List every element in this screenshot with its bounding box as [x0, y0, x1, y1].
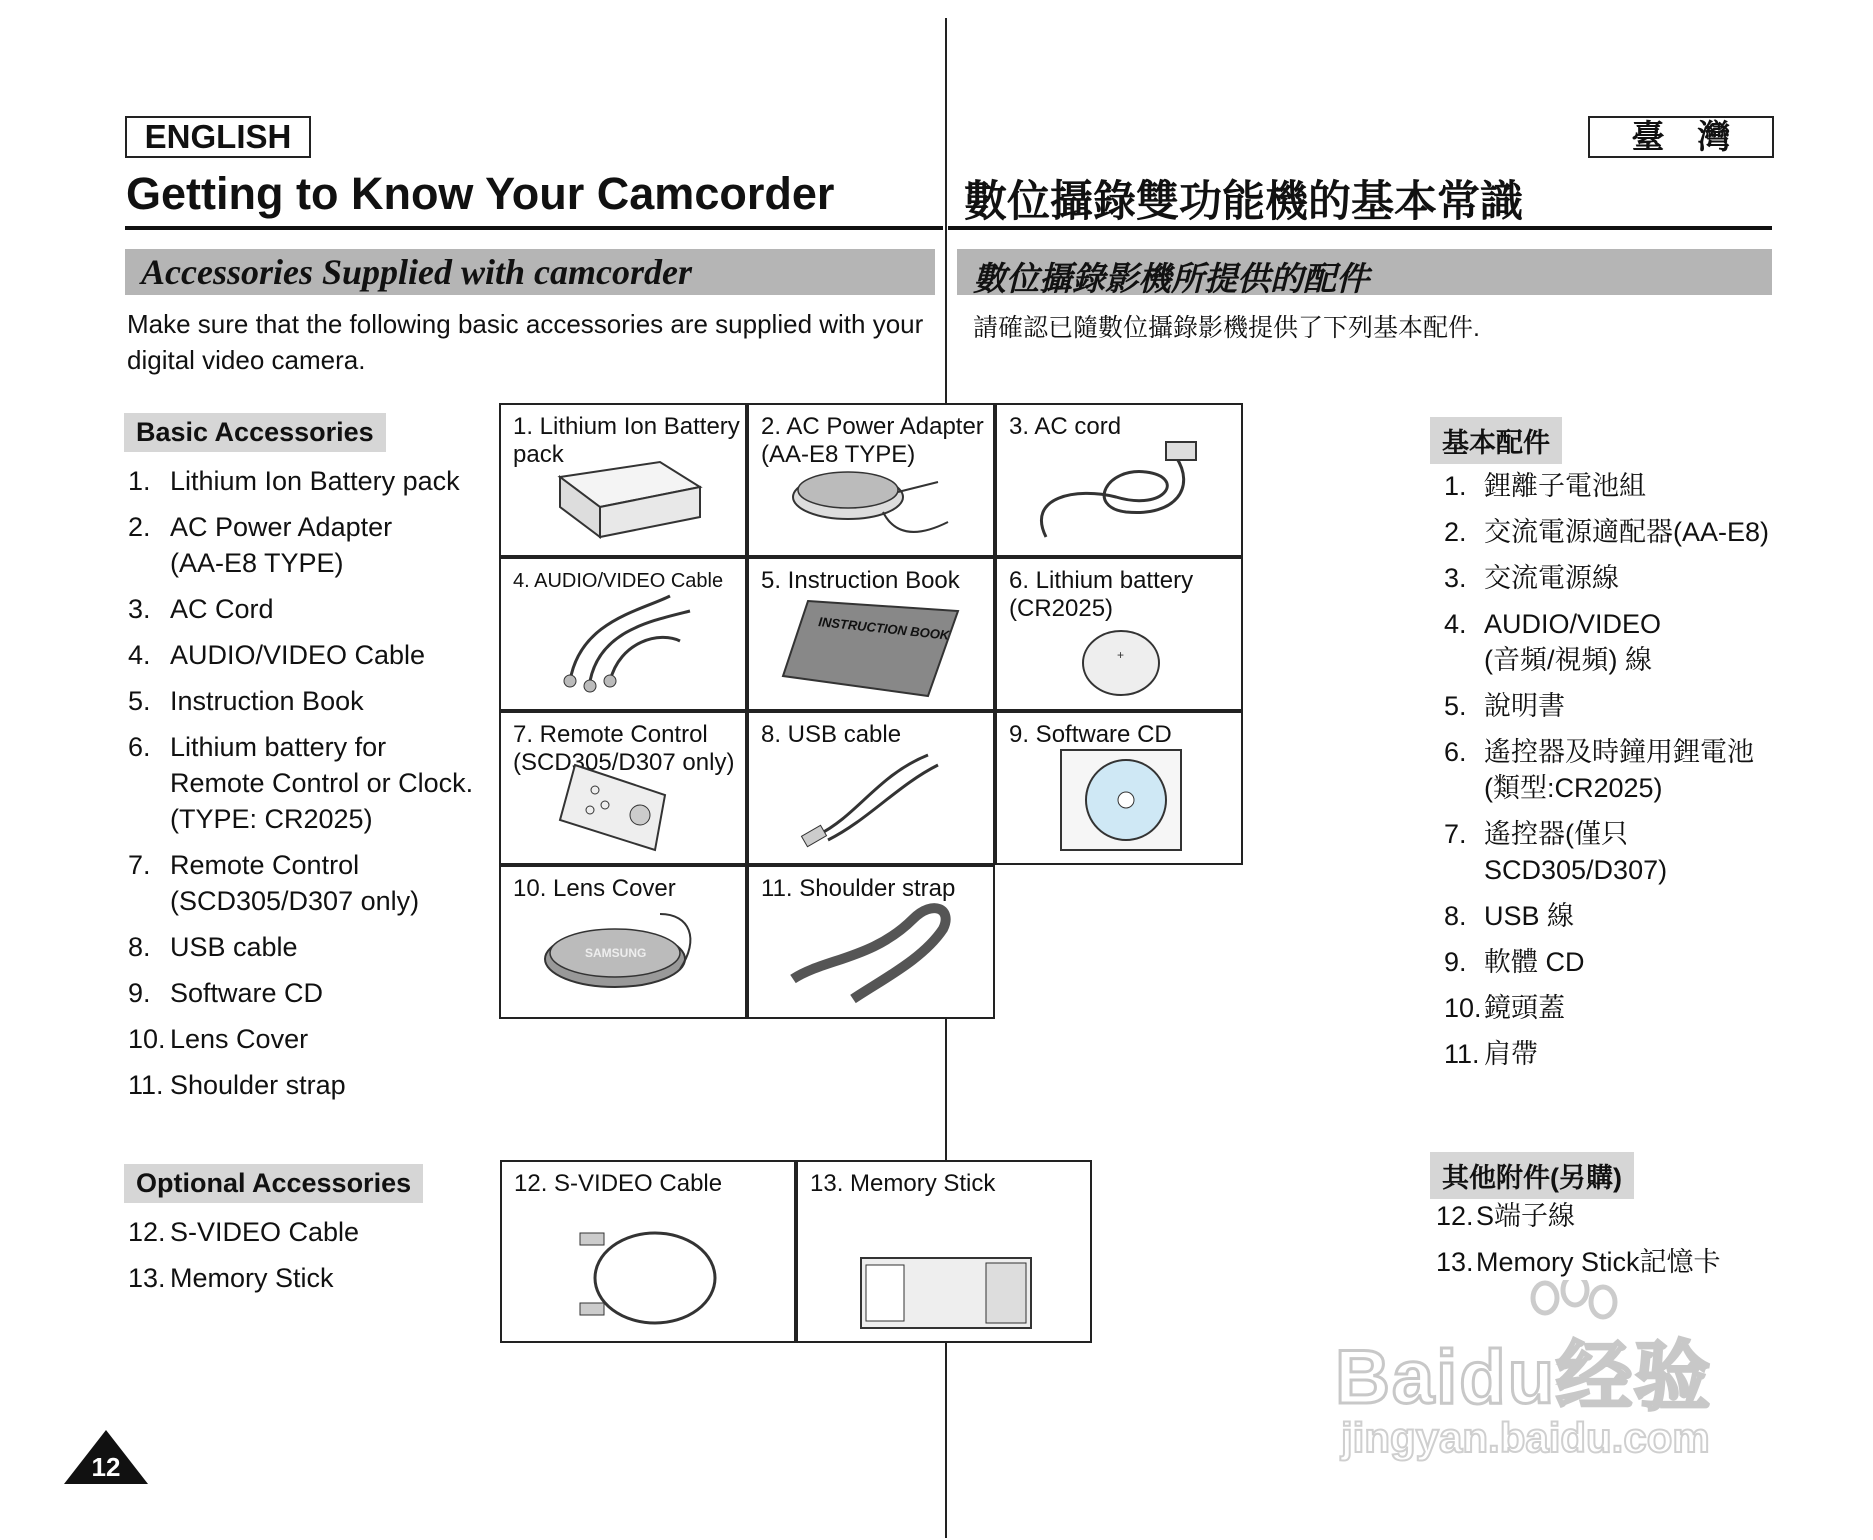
section-heading [125, 249, 935, 295]
list-item-number: 13. [1436, 1247, 1474, 1277]
list-item [128, 975, 498, 1011]
list-item [128, 847, 498, 919]
list-item-text: 鋰離子電池組 [1484, 471, 1646, 501]
cn-section-heading [957, 249, 1772, 298]
list-item-number: 5. [128, 686, 151, 716]
list-item-number: 4. [128, 640, 151, 670]
list-item-number: 5. [1444, 691, 1467, 721]
list-item-number: 7. [128, 850, 151, 880]
optional-accessories-heading: Optional Accessories [124, 1164, 423, 1203]
title-rule-right [948, 226, 1772, 230]
list-item-number: 1. [1444, 471, 1467, 501]
list-item [1444, 990, 1864, 1026]
list-item [128, 1214, 498, 1250]
list-item-text: AC Cord [170, 594, 274, 624]
list-item-text: Remote Control (SCD305/D307 only) [170, 850, 420, 916]
grid-cell-label: 13. Memory Stick [810, 1170, 996, 1197]
list-item-number: 2. [1444, 517, 1467, 547]
page-number: 12 [91, 1452, 121, 1482]
list-item-text: 交流電源適配器(AA-E8) [1484, 517, 1770, 547]
book-cover-text: INSTRUCTION BOOK [817, 614, 950, 643]
list-item-text: Shoulder strap [170, 1070, 346, 1100]
list-item-number: 12. [1436, 1201, 1474, 1231]
list-item [1436, 1198, 1856, 1234]
grid-cell-label: 9. Software CD [1009, 721, 1172, 748]
list-item-number: 12. [128, 1217, 166, 1247]
grid-cell-label: 1. Lithium Ion Battery pack [513, 413, 740, 468]
watermark-url: jingyan.baidu.com [1341, 1414, 1710, 1461]
list-item [128, 463, 498, 499]
watermark-brand: Baidu经验 [1335, 1335, 1713, 1420]
grid-cell [499, 557, 747, 711]
list-item-number: 6. [1444, 737, 1467, 767]
grid-cell-label: 11. Shoulder strap [761, 875, 956, 902]
grid-cell-label: 8. USB cable [761, 721, 902, 748]
grid-cell-label: 2. AC Power Adapter (AA-E8 TYPE) [761, 413, 984, 468]
list-item-text: 說明書 [1484, 691, 1565, 721]
list-item [1444, 898, 1864, 934]
list-item [1444, 734, 1864, 806]
list-item-number: 2. [128, 512, 151, 542]
list-item [1444, 468, 1864, 504]
list-item-number: 10. [128, 1024, 166, 1054]
list-item [128, 729, 498, 837]
list-item-number: 6. [128, 732, 151, 762]
list-item-text: 遙控器(僅只 SCD305/D307) [1484, 819, 1668, 885]
grid-cell [995, 403, 1243, 557]
grid-cell [499, 711, 747, 865]
list-item [1444, 944, 1864, 980]
list-item-text: Memory Stick記憶卡 [1476, 1247, 1721, 1277]
watermark [1335, 1280, 1775, 1470]
list-item [128, 1260, 498, 1296]
page-number-badge [64, 1430, 148, 1484]
list-item-text: Memory Stick [170, 1263, 334, 1293]
list-item [128, 683, 498, 719]
list-item-number: 3. [128, 594, 151, 624]
basic-accessories-heading: Basic Accessories [124, 413, 386, 452]
cn-section-title: 數位攝錄影機所提供的配件 [973, 262, 1369, 298]
grid-cell-label: 7. Remote Control (SCD305/D307 only) [513, 721, 735, 776]
list-item-text: USB cable [170, 932, 298, 962]
list-item-text: 遙控器及時鐘用鋰電池 (類型:CR2025) [1484, 737, 1754, 803]
grid-cell [499, 403, 747, 557]
cn-basic-accessories-list [1444, 468, 1864, 1082]
list-item-number: 9. [128, 978, 151, 1008]
grid-cell-label: 5. Instruction Book [761, 567, 960, 594]
list-item-text: 交流電源線 [1484, 563, 1619, 593]
list-item-text: 軟體 CD [1484, 947, 1585, 977]
list-item-text: 鏡頭蓋 [1484, 993, 1565, 1023]
list-item [1436, 1244, 1856, 1280]
basic-accessories-list [128, 463, 498, 1113]
grid-cell-label: 10. Lens Cover [513, 875, 676, 902]
grid-cell [995, 711, 1243, 865]
list-item [128, 591, 498, 627]
grid-cell [747, 711, 995, 865]
grid-cell-label: 12. S-VIDEO Cable [514, 1170, 723, 1197]
title-rule-left [125, 226, 943, 230]
list-item-number: 11. [128, 1070, 164, 1100]
list-item [1444, 606, 1864, 678]
list-item [1444, 560, 1864, 596]
list-item-number: 13. [128, 1263, 166, 1293]
grid-cell-label: 3. AC cord [1009, 413, 1122, 440]
list-item [1444, 514, 1864, 550]
cn-optional-accessories-list [1436, 1198, 1856, 1290]
list-item-number: 3. [1444, 563, 1467, 593]
list-item-text: Lens Cover [170, 1024, 309, 1054]
cn-page-title: 數位攝錄雙功能機的基本常識 [964, 178, 1523, 226]
grid-cell [995, 557, 1243, 711]
list-item [128, 1021, 498, 1057]
list-item-number: 7. [1444, 819, 1467, 849]
list-item [128, 509, 498, 581]
list-item [128, 637, 498, 673]
list-item-text: USB 線 [1484, 901, 1575, 931]
grid-cell-label: 6. Lithium battery (CR2025) [1009, 567, 1194, 622]
grid-cell-label: 4. AUDIO/VIDEO Cable [513, 570, 724, 592]
list-item-number: 4. [1444, 609, 1467, 639]
list-item [128, 929, 498, 965]
grid-cell [500, 1160, 796, 1343]
grid-cell [747, 557, 995, 711]
list-item-number: 8. [1444, 901, 1467, 931]
list-item-text: S-VIDEO Cable [170, 1217, 360, 1247]
list-item-number: 8. [128, 932, 151, 962]
list-item-text: Lithium Ion Battery pack [170, 466, 460, 496]
intro-text: Make sure that the following basic accessories are supplied with your digital video camera. [127, 309, 924, 375]
list-item-number: 1. [128, 466, 151, 496]
cn-basic-accessories-heading: 基本配件 [1430, 417, 1562, 464]
list-item-text: AUDIO/VIDEO Cable [170, 640, 426, 670]
list-item-number: 9. [1444, 947, 1467, 977]
language-label: ENGLISH [125, 116, 311, 158]
svg-text:+: + [1117, 648, 1125, 662]
list-item-text: Lithium battery for Remote Control or Clock. (TYPE: CR2025) [170, 732, 474, 834]
list-item-text: Software CD [170, 978, 324, 1008]
list-item-number: 11. [1444, 1039, 1480, 1069]
list-item-text: S端子線 [1476, 1201, 1576, 1231]
cn-language-label: 臺 灣 [1588, 116, 1774, 158]
list-item-text: 肩帶 [1484, 1039, 1538, 1069]
list-item [1444, 688, 1864, 724]
list-item [1444, 816, 1864, 888]
list-item [128, 1067, 498, 1103]
list-item-text: Instruction Book [170, 686, 364, 716]
optional-accessories-list [128, 1214, 498, 1306]
grid-cell [747, 403, 995, 557]
cn-intro-text: 請確認已隨數位攝錄影機提供了下列基本配件. [973, 314, 1480, 342]
cn-optional-accessories-heading: 其他附件(另購) [1430, 1152, 1634, 1199]
grid-cell [796, 1160, 1092, 1343]
lens-cover-brand: SAMSUNG [585, 946, 647, 960]
list-item [1444, 1036, 1864, 1072]
list-item-text: AUDIO/VIDEO (音頻/視頻) 線 [1484, 609, 1662, 675]
list-item-number: 10. [1444, 993, 1482, 1023]
list-item-text: AC Power Adapter (AA-E8 TYPE) [170, 512, 393, 578]
grid-cell [499, 865, 747, 1019]
section-title: Accessories Supplied with camcorder [141, 252, 692, 292]
page-title: Getting to Know Your Camcorder [126, 168, 835, 219]
grid-cell [747, 865, 995, 1019]
